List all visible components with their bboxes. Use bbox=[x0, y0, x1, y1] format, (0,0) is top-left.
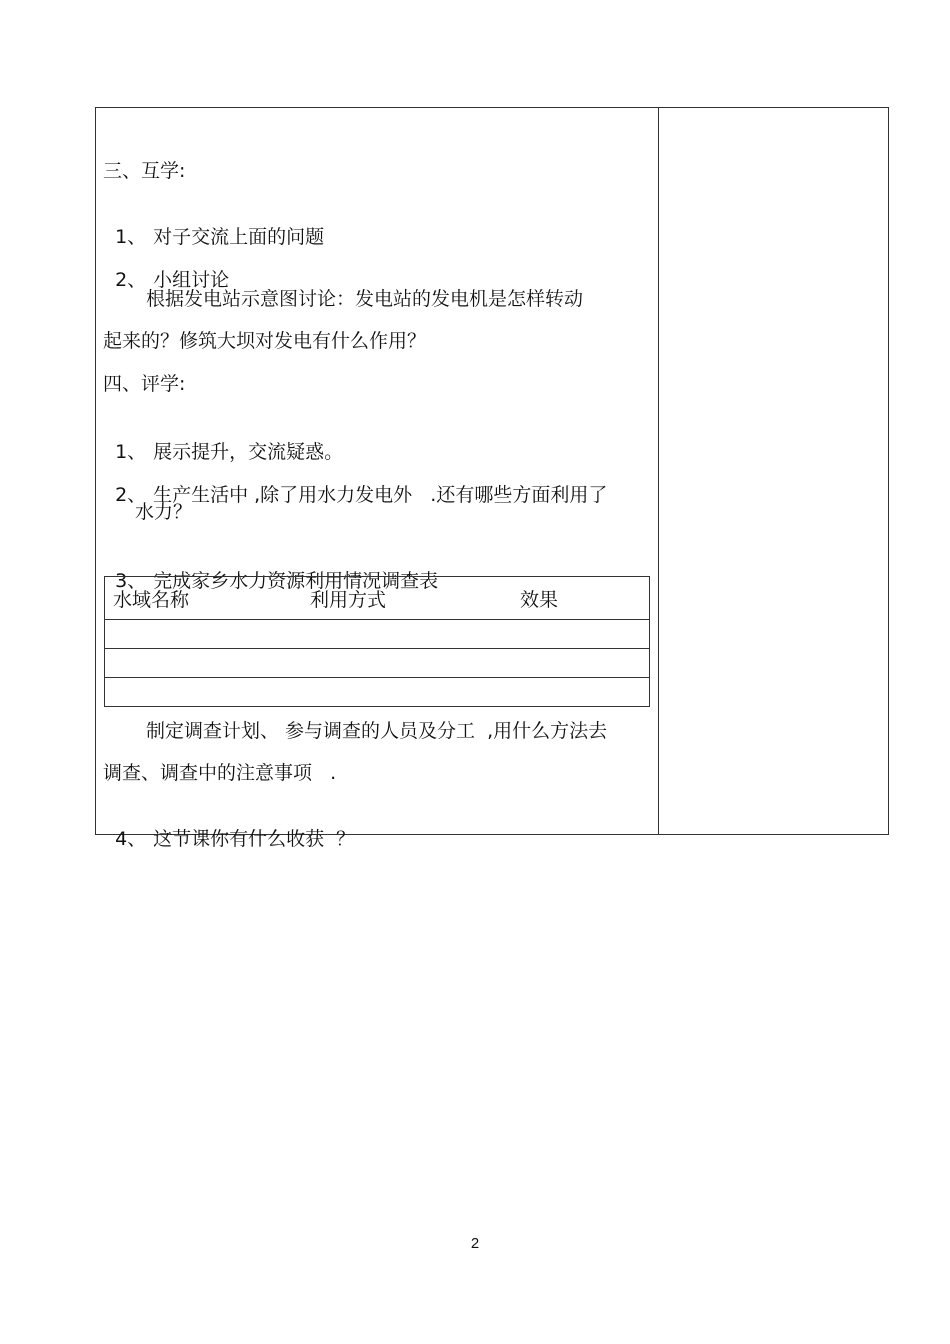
item-number: 3、 bbox=[115, 570, 147, 592]
item-number: 2、 bbox=[115, 269, 147, 291]
item-number: 2、 bbox=[115, 484, 147, 506]
discussion-paragraph-line-2: 起来的？修筑大坝对发电有什么作用？ bbox=[103, 330, 427, 352]
table-row bbox=[105, 677, 649, 678]
plan-paragraph-line-2: 调查、调查中的注意事项 . bbox=[103, 762, 337, 784]
table-row bbox=[105, 648, 649, 649]
notes-column-divider bbox=[658, 107, 659, 835]
discussion-paragraph-line-1: 根据发电站示意图讨论：发电站的发电机是怎样转动 bbox=[146, 288, 584, 310]
item-text: 这节课你有什么收获 ？ bbox=[153, 828, 356, 850]
table-row bbox=[105, 619, 649, 620]
item-text: 完成家乡水力资源利用情况调查表 bbox=[153, 570, 439, 592]
section-3-item-2 bbox=[103, 244, 229, 292]
item-text: 生产生活中 ,除了用水力发电外 .还有哪些方面利用了 bbox=[153, 484, 608, 506]
item-text: 对子交流上面的问题 bbox=[153, 226, 325, 248]
section-4-item-2-continuation: 水力？ bbox=[135, 501, 193, 523]
survey-header-usage: 利用方式 bbox=[310, 589, 387, 611]
section-3-item-1 bbox=[103, 201, 324, 249]
survey-header-effect: 效果 bbox=[520, 589, 559, 611]
section-4-heading: 四、评学: bbox=[103, 373, 186, 395]
item-text: 小组讨论 bbox=[153, 269, 230, 291]
section-4-item-4 bbox=[103, 803, 355, 851]
section-4-item-1 bbox=[103, 416, 343, 464]
item-number: 1、 bbox=[115, 226, 147, 248]
item-text: 展示提升，交流疑惑。 bbox=[153, 441, 344, 463]
survey-table bbox=[104, 576, 650, 707]
section-3-heading: 三、互学: bbox=[103, 160, 186, 182]
item-number: 1、 bbox=[115, 441, 147, 463]
page-number: 2 bbox=[470, 1235, 480, 1252]
plan-paragraph-line-1: 制定调查计划、 参与调查的人员及分工 ,用什么方法去 bbox=[146, 720, 608, 742]
survey-header-water-area: 水域名称 bbox=[113, 589, 190, 611]
item-number: 4、 bbox=[115, 828, 147, 850]
